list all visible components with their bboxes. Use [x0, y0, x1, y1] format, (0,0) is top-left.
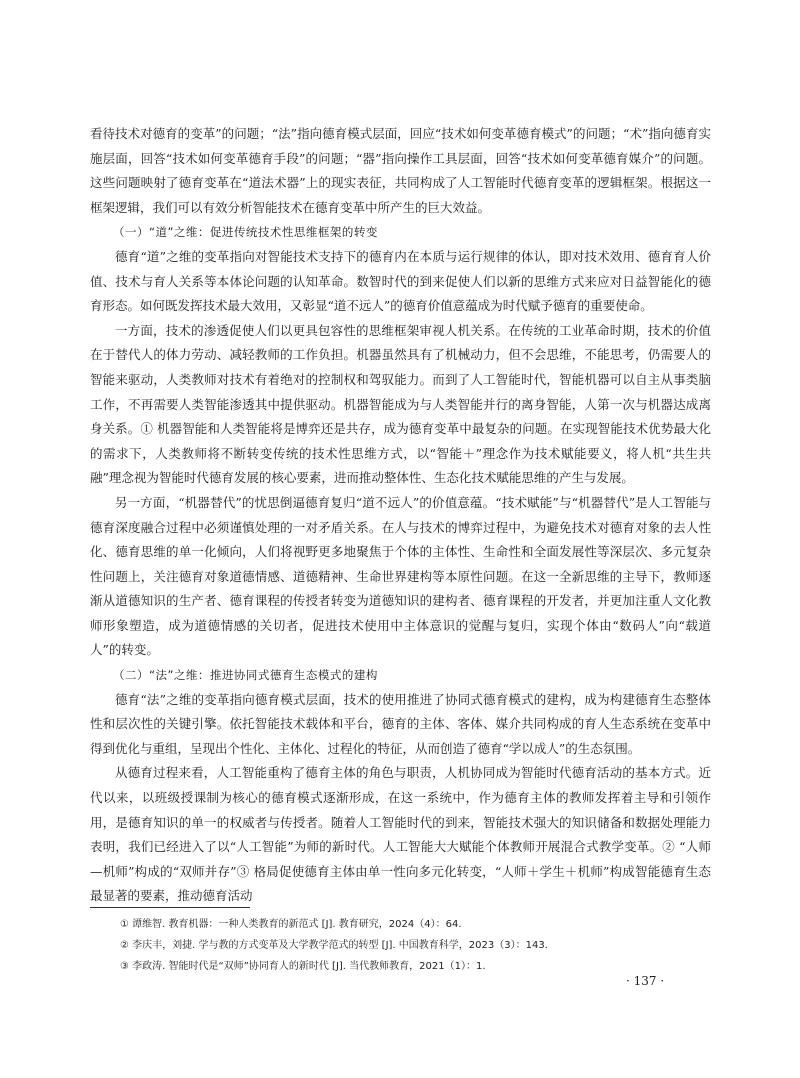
page-number: · 137 ·	[626, 974, 665, 988]
footnote-1: ① 谭维智. 教育机器：一种人类教育的新范式 [J]. 教育研究，2024（4）：64.	[120, 919, 462, 930]
paragraph-3: 一方面，技术的渗透促使人们以更具包容性的思维框架审视人机关系。在传统的工业革命时期，技术的价值在于替代人的体力劳动、减轻教师的工作负担。机器虽然具有了机械动力，但不会思维，不能思考，仍需要人的智能来驱动，人类教师对技术有着绝对的控制权和驾驭能力。而到了人工智能时代，智能机器可以自主从事类脑工作，不再需要人类智能渗透其中提供驱动。机器智能成为与人类智能并行的离身智能，人第一次与机器达成离身关系。① 机器智能和人类智能将是博弈还是共存，成为德育变革中最复杂的问题。在实现智能技术优势最大化的需求下，人类教师将不断转变传统的技术性思维方式，以“智能＋”理念作为技术赋能要义，将人机“共生共融”理念视为智能时代德育发展的核心要素，进而推动整体性、生态化技术赋能思维的产生与发展。	[90, 322, 711, 486]
paragraph-2: 德育“道”之维的变革指向对智能技术支持下的德育内在本质与运行规律的体认，即对技术效用、德育育人价值、技术与育人关系等本体论问题的认知革命。数智时代的到来促使人们以新的思维方式来应对日益智能化的德育形态。如何既发挥技术最大效用，又彰显“道不远人”的德育价值意蕴成为时代赋予德育的重要使命。	[90, 248, 711, 314]
document-body	[90, 122, 711, 909]
footnotes	[120, 914, 710, 977]
paragraph-6: 从德育过程来看，人工智能重构了德育主体的角色与职责，人机协同成为智能时代德育活动的基本方式。近代以来，以班级授课制为核心的德育模式逐渐形成，在这一系统中，作为德育主体的教师发挥着主导和引领作用，是德育知识的单一的权威者与传授者。随着人工智能时代的到来，智能技术强大的知识储备和数据处理能力表明，我们已经进入了以“人工智能”为师的新时代。人工智能大大赋能个体教师开展混合式教学变革。② “人师—机师”构成的“双师并存”③ 格局促使德育主体由单一性向多元化转变，“人师＋学生＋机师”构成智能德育生态最显著的要素，推动德育活动	[90, 765, 711, 904]
section-heading-1: （一）“道”之维：促进传统技术性思维框架的转变	[113, 225, 378, 240]
footnote-divider	[90, 907, 250, 908]
paragraph-4: 另一方面，“机器替代”的忧思倒逼德育复归“道不远人”的价值意蕴。“技术赋能”与“机器替代”是人工智能与德育深度融合过程中必须谨慎处理的一对矛盾关系。在人与技术的博弈过程中，为避免技术对德育对象的去人性化、德育思维的单一化倾向，人们将视野更多地聚焦于个体的主体性、生命性和全面发展性等深层次、多元复杂性问题上，关注德育对象道德情感、道德精神、生命世界建构等本原性问题。在这一全新思维的主导下，教师逐渐从道德知识的生产者、德育课程的传授者转变为道德知识的建构者、德育课程的开发者，并更加注重人文化教师形象塑造，成为道德情感的关切者，促进技术使用中主体意识的觉醒与复归，实现个体由“数码人”向“载道人”的转变。	[90, 494, 711, 658]
footnote-3: ③ 李政涛. 智能时代是“双师”协同育人的新时代 [J]. 当代教师教育，2021（1）：1.	[120, 961, 486, 972]
paragraph-5: 德育“法”之维的变革指向德育模式层面，技术的使用推进了协同式德育模式的建构，成为构建德育生态整体性和层次性的关键引擎。依托智能技术载体和平台，德育的主体、客体、媒介共同构成的育人生态系统在变革中得到优化与重组，呈现出个性化、主体化、过程化的特征，从而创造了德育“学以成人”的生态氛围。	[90, 691, 711, 756]
section-heading-2: （二）“法”之维：推进协同式德育生态模式的建构	[113, 668, 378, 683]
footnote-2: ② 李庆丰，刘捷. 学与教的方式变革及大学教学范式的转型 [J]. 中国教育科学，2023（3）：143.	[120, 940, 548, 951]
paragraph-1: 看待技术对德育的变革”的问题；“法”指向德育模式层面，回应“技术如何变革德育模式”的问题；“术”指向德育实施层面，回答“技术如何变革德育手段”的问题；“器”指向操作工具层面，回答“技术如何变革德育媒介”的问题。这些问题映射了德育变革在“道法术器”上的现实表征，共同构成了人工智能时代德育变革的逻辑框架。根据这一框架逻辑，我们可以有效分析智能技术在德育变革中所产生的巨大效益。	[90, 126, 711, 215]
